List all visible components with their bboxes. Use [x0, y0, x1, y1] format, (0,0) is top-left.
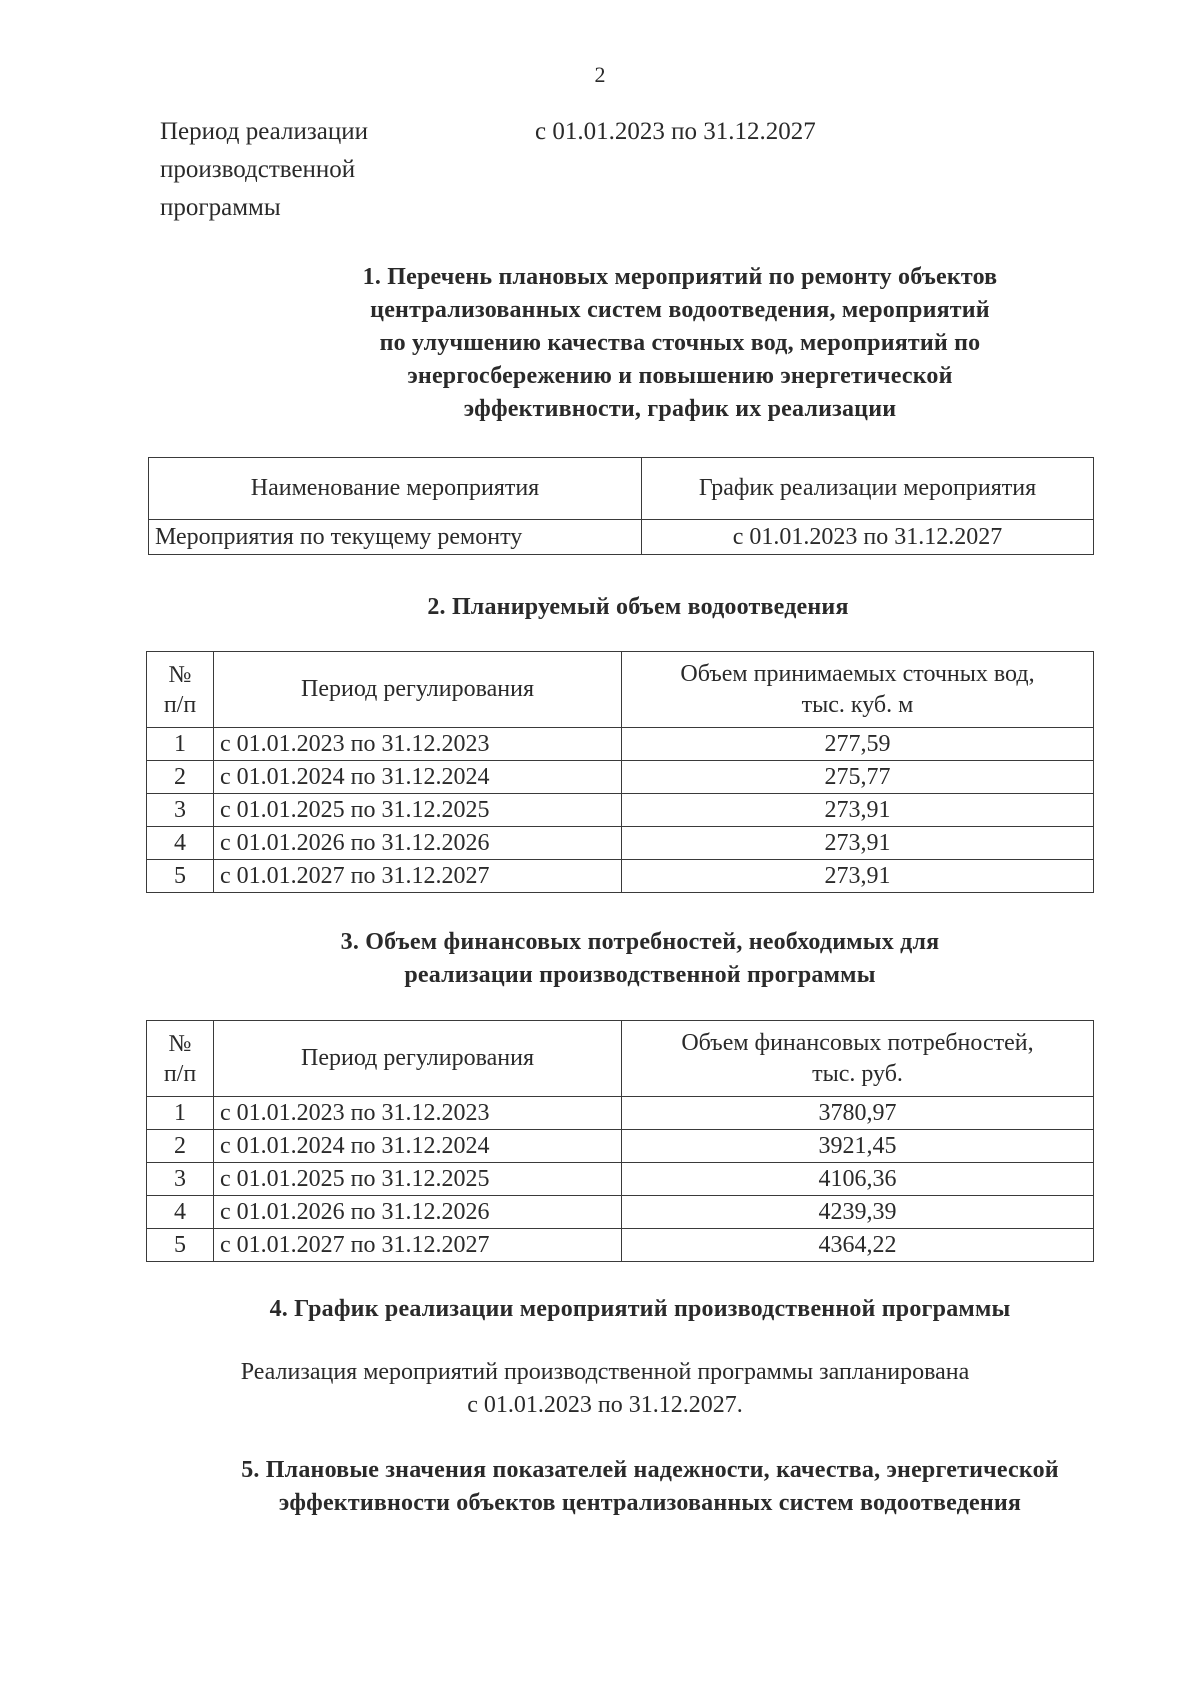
- section4-text-line: с 01.01.2023 по 31.12.2027.: [467, 1392, 743, 1418]
- table-header-row: [147, 1021, 1094, 1097]
- row-period: с 01.01.2026 по 31.12.2026: [214, 1196, 622, 1229]
- table-row: [147, 1130, 1094, 1163]
- table-row: [147, 1229, 1094, 1262]
- row-financial: 3780,97: [622, 1097, 1094, 1130]
- row-number: 3: [147, 794, 214, 827]
- row-period: с 01.01.2025 по 31.12.2025: [214, 1163, 622, 1196]
- table-row: [147, 827, 1094, 860]
- row-number: 2: [147, 761, 214, 794]
- row-period: с 01.01.2027 по 31.12.2027: [214, 1229, 622, 1262]
- row-number: 1: [147, 728, 214, 761]
- financial-needs-table: [146, 1020, 1094, 1262]
- section1-title-line: по улучшению качества сточных вод, мероприятий по: [379, 330, 981, 356]
- row-period: с 01.01.2024 по 31.12.2024: [214, 761, 622, 794]
- row-number: 5: [147, 1229, 214, 1262]
- row-volume: 277,59: [622, 728, 1094, 761]
- section4-title: 4. График реализации мероприятий производственной программы: [269, 1296, 1011, 1322]
- table-row: [147, 1097, 1094, 1130]
- header-number-line: №: [168, 1030, 192, 1057]
- table-row: [147, 1163, 1094, 1196]
- header-financial-line: Объем финансовых потребностей,: [681, 1029, 1034, 1056]
- table-row: [147, 794, 1094, 827]
- row-number: 4: [147, 1196, 214, 1229]
- section5-title: [50, 1454, 1200, 1520]
- header-period: Период регулирования: [214, 652, 622, 728]
- header-volume: [622, 652, 1094, 728]
- row-financial: 3921,45: [622, 1130, 1094, 1163]
- section4-text: [0, 1356, 1200, 1422]
- row-volume: 273,91: [622, 794, 1094, 827]
- header-period: Период регулирования: [214, 1021, 622, 1097]
- row-volume: 273,91: [622, 827, 1094, 860]
- section3-title-line: 3. Объем финансовых потребностей, необходимых для: [340, 929, 940, 955]
- table-row: [147, 761, 1094, 794]
- section1-title-line: 1. Перечень плановых мероприятий по ремонту объектов: [362, 264, 998, 290]
- header-number-line: п/п: [163, 1060, 197, 1087]
- section5-title-line: 5. Плановые значения показателей надежности, качества, энергетической: [241, 1457, 1059, 1483]
- table-row: [149, 520, 1094, 555]
- row-number: 2: [147, 1130, 214, 1163]
- header-financial: [622, 1021, 1094, 1097]
- period-value: с 01.01.2023 по 31.12.2027: [535, 118, 816, 145]
- activity-schedule-cell: с 01.01.2023 по 31.12.2027: [642, 520, 1094, 555]
- page-number: 2: [594, 62, 606, 87]
- row-volume: 273,91: [622, 860, 1094, 893]
- table-header-row: [149, 458, 1094, 520]
- row-period: с 01.01.2025 по 31.12.2025: [214, 794, 622, 827]
- header-number-line: №: [168, 661, 192, 688]
- section1-title-line: эффективности, график их реализации: [463, 396, 897, 422]
- row-period: с 01.01.2027 по 31.12.2027: [214, 860, 622, 893]
- table-row: [147, 728, 1094, 761]
- section3-title-line: реализации производственной программы: [404, 962, 876, 988]
- row-volume: 275,77: [622, 761, 1094, 794]
- row-period: с 01.01.2023 по 31.12.2023: [214, 728, 622, 761]
- header-activity-name: Наименование мероприятия: [149, 458, 642, 520]
- row-period: с 01.01.2023 по 31.12.2023: [214, 1097, 622, 1130]
- section5-title-line: эффективности объектов централизованных систем водоотведения: [278, 1490, 1022, 1516]
- header-volume-line: Объем принимаемых сточных вод,: [680, 660, 1035, 687]
- period-label-line: производственной: [160, 156, 356, 183]
- table-row: [147, 860, 1094, 893]
- section4-text-line: Реализация мероприятий производственной программы запланирована: [240, 1359, 970, 1385]
- section3-title: [40, 926, 1200, 992]
- section2-title: 2. Планируемый объем водоотведения: [427, 594, 849, 620]
- activity-name-cell: Мероприятия по текущему ремонту: [149, 520, 642, 555]
- header-activity-schedule: График реализации мероприятия: [642, 458, 1094, 520]
- period-label: [160, 113, 460, 227]
- section1-title: [80, 261, 1200, 426]
- row-financial: 4106,36: [622, 1163, 1094, 1196]
- row-number: 4: [147, 827, 214, 860]
- header-volume-line: тыс. куб. м: [801, 691, 914, 718]
- table-row: [147, 1196, 1094, 1229]
- activities-table: [148, 457, 1094, 555]
- header-number: [147, 1021, 214, 1097]
- wastewater-volume-table: [146, 651, 1094, 893]
- row-number: 3: [147, 1163, 214, 1196]
- section1-title-line: централизованных систем водоотведения, мероприятий: [370, 297, 990, 323]
- header-financial-line: тыс. руб.: [812, 1060, 903, 1087]
- period-label-line: Период реализации: [160, 118, 368, 145]
- row-period: с 01.01.2026 по 31.12.2026: [214, 827, 622, 860]
- section1-title-line: энергосбережению и повышению энергетической: [407, 363, 953, 389]
- row-number: 1: [147, 1097, 214, 1130]
- row-financial: 4364,22: [622, 1229, 1094, 1262]
- row-number: 5: [147, 860, 214, 893]
- header-number: [147, 652, 214, 728]
- period-label-line: программы: [160, 194, 281, 221]
- row-period: с 01.01.2024 по 31.12.2024: [214, 1130, 622, 1163]
- header-number-line: п/п: [163, 691, 197, 718]
- row-financial: 4239,39: [622, 1196, 1094, 1229]
- table-header-row: [147, 652, 1094, 728]
